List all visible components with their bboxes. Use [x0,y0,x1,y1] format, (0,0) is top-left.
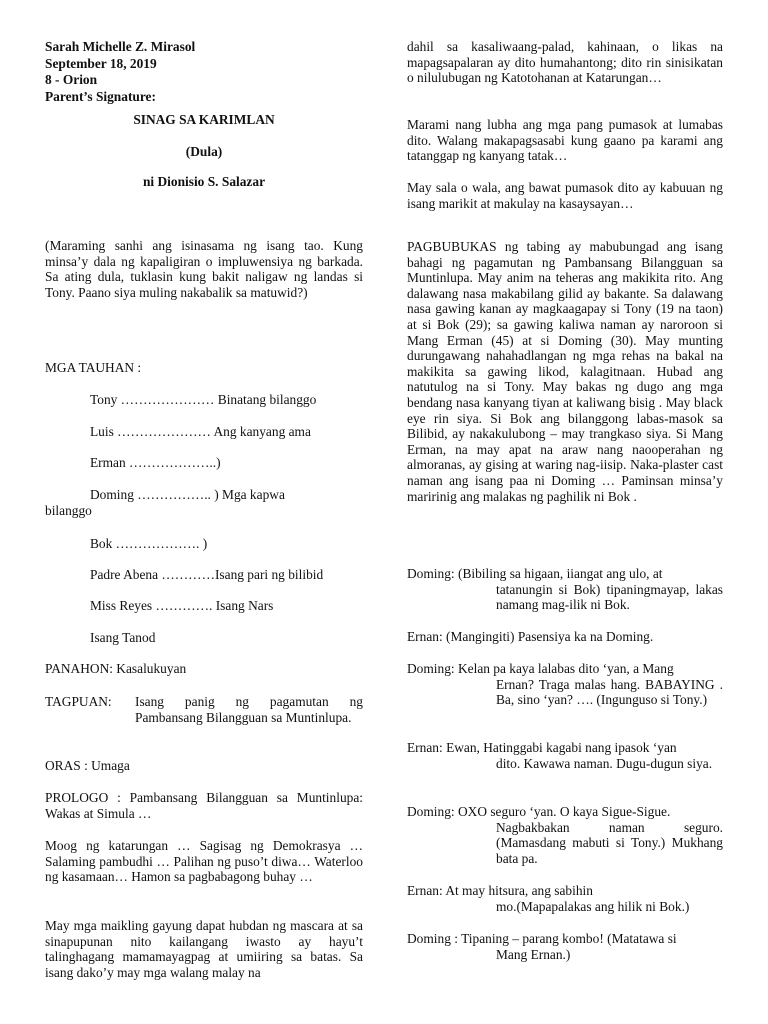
narrative-p2: Marami nang lubha ang mga pang pumasok at lumabas dito. Walang makapagsasabi kung gaano pa karami ang tatanggap ng kanyang tatak… [407,117,723,164]
narrative-p3: May sala o wala, ang bawat pumasok dito ay kabuuan ng isang marikit at makulay na kasaysayan… [407,180,723,211]
play-titles [45,112,363,190]
play-genre: (Dula) [185,144,223,159]
tagpuan-label: TAGPUAN: [45,694,112,709]
class-section: 8 - Orion [45,72,98,87]
tagpuan-value: Isang panig ng pagamutan ng Pambansang Bilangguan sa Muntinlupa. [135,694,363,725]
dialogue-text-cont: Nagbakbakan naman seguro. (Mamasdang mabuti si Tony.) Mukhang bata pa. [496,819,723,866]
play-title: SINAG SA KARIMLAN [133,112,275,127]
dialogue-1 [407,566,723,613]
dialogue-4 [407,740,723,771]
cast-item-doming: Doming …………….. ) Mga kapwa [90,487,285,502]
cast-item-erman: Erman ………………..) [90,455,221,470]
dialogue-text-cont: dito. Kawawa naman. Dugu-dugun siya. [496,755,713,771]
cast-item-bok: Bok ………………. ) [90,536,208,551]
student-header [45,39,363,105]
cast-item-reyes: Miss Reyes …………. Isang Nars [90,598,274,613]
speaker-label: Doming: [407,661,455,676]
dialogue-text-cont: mo.(Mapapalakas ang hilik ni Bok.) [496,898,690,914]
dialogue-7 [407,931,723,962]
cast-item-doming-cont: bilanggo [45,503,92,518]
dialogue-6 [407,883,723,914]
cast-heading: MGA TAUHAN : [45,360,142,375]
narrative-p4: PAGBUBUKAS ng tabing ay mabubungad ang isang bahagi ng pagamutan ng Pambansang Bilangguan sa Muntinlupa. May anim na teheras ang makikita rito. Ang dalawang nasa makabilang gilid ay bakante. Sa dalawang nasa gawing kanan ay magkaagapay si Tony (19 na taon) at si Bok (29); sa gawing kaliwa naman ay naroroon si Mang Erman (45) at si Doming (30). May munting durungawang nahahadlangan ng mga rehas na bakal na makikita sa gawing likod, kalagitnaan. Hubad ang natutulog na si Tony. May bakas ng dugo ang mga bendang nasa kanyang tiyan at kaliwang bisig . May black eye rin siya. Si Bok ang bilanggong labas-masok sa Bilibid, ay nakakulubong – may trangkaso siya. Si Mang Erman, na may apat na araw nang naooperahan ng almoranas, ay gising at waring nag-iisip. Naka-plaster cast naman ang isang paa ni Doming … Paminsan minsa’y maririnig ang malakas ng paghilik ni Bok . [407,239,723,504]
panahon-line: PANAHON: Kasalukuyan [45,661,187,676]
prologo-paragraph: PROLOGO : Pambansang Bilangguan sa Muntinlupa: Wakas at Simula … [45,790,363,821]
oras-line: ORAS : Umaga [45,758,130,773]
speaker-label: Doming: [407,566,455,581]
dialogue-text-cont: tatanungin si Bok) tipaningmayap, lakas namang mag-ilik ni Bok. [496,581,723,613]
dialogue-2: Ernan: (Mangingiti) Pasensiya ka na Doming. [407,629,654,644]
submission-date: September 18, 2019 [45,55,157,71]
intro-paragraph: (Maraming sanhi ang isinasama ng isang tao. Kung minsa’y dala ng kapaligiran o impluwensiya ng barkada. Sa ating dula, tuklasin kung bakit naligaw ng landas si Tony. Paano siya muling nakabalik sa matuwid?) [45,238,363,300]
dialogue-text: Kelan pa kaya lalabas dito ‘yan, a Mang [457,661,674,676]
cast-item-tony: Tony ………………… Binatang bilanggo [90,392,317,407]
play-author: ni Dionisio S. Salazar [142,174,266,189]
tagpuan-line [45,694,363,725]
dialogue-text: OXO seguro ‘yan. O kaya Sigue-Sigue. [457,804,671,819]
cast-item-luis: Luis ………………… Ang kanyang ama [90,424,311,439]
student-name: Sarah Michelle Z. Mirasol [45,39,196,54]
speaker-label: Doming : [407,931,458,946]
dialogue-text-cont: Ernan? Traga malas hang. BABAYING . Ba, sino ‘yan? …. (Ingunguso si Tony.) [496,676,723,708]
cast-item-tanod: Isang Tanod [90,630,156,645]
dialogue-text: Tipaning – parang kombo! (Matatawa si [461,931,677,946]
speaker-label: Ernan: [407,740,443,755]
dialogue-text: (Bibiling sa higaan, iiangat ang ulo, at [457,566,663,581]
dialogue-3 [407,661,723,708]
maymga-paragraph: May mga maikling gayung dapat hubdan ng mascara at sa sinapupunan nito kailangang iwasto ay hayu’t talinghagang mamamayagpag at umiiring sa batas. Sa isang dako’y may mga walang malay na [45,918,363,980]
dialogue-text-cont: Mang Ernan.) [496,946,571,962]
speaker-label: Doming: [407,804,455,819]
dialogue-text: At may hitsura, ang sabihin [445,883,593,898]
dialogue-text: Ewan, Hatinggabi kagabi nang ipasok ‘yan [446,740,677,755]
dialogue-5 [407,804,723,866]
cast-item-padre: Padre Abena …………Isang pari ng bilibid [90,567,324,582]
moog-paragraph: Moog ng katarungan … Sagisag ng Demokrasya … Salaming pambudhi … Palihan ng puso’t diwa… Waterloo ng kasamaan… Hamon sa pagbabagong buhay … [45,838,363,885]
speaker-label: Ernan: [407,883,443,898]
narrative-p1: dahil sa kasaliwaang-palad, kahinaan, o likas na mapagsapalaran ay dito humahantong; dito rin sinisikatan o nilulubugan ng Katotohanan at Katarungan… [407,39,723,86]
parent-signature-label: Parent’s Signature: [45,88,156,104]
